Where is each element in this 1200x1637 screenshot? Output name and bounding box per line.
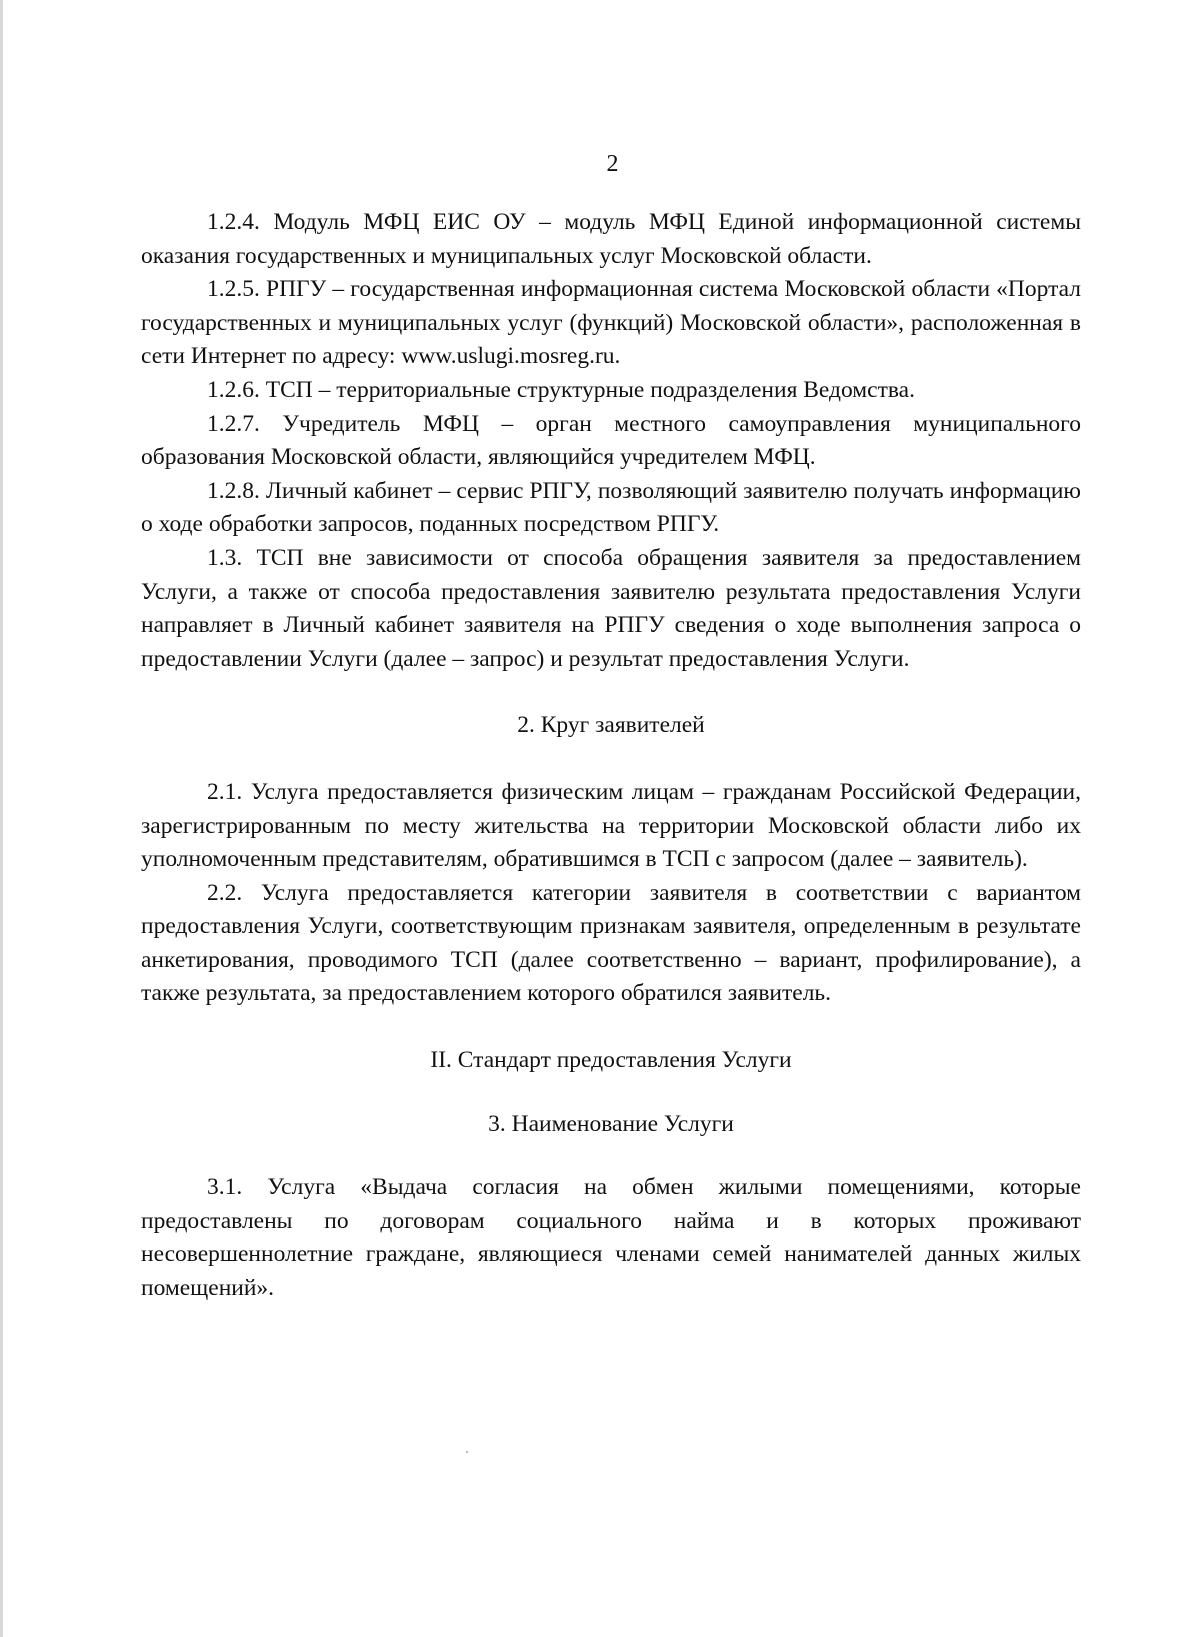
paragraph-1-2-7: 1.2.7. Учредитель МФЦ – орган местного самоуправления муниципального образования Московской области, являющийся учредителем МФЦ. — [141, 410, 1081, 471]
scan-speck — [466, 1451, 468, 1453]
paragraph-1-2-4: 1.2.4. Модуль МФЦ ЕИС ОУ – модуль МФЦ Единой информационной системы оказания государственных и муниципальных услуг Московской области. — [141, 209, 1081, 269]
paragraph-1-3: 1.3. ТСП вне зависимости от способа обращения заявителя за предоставлением Услуги, а также от способа предоставления заявителю результата предоставления Услуги направляет в Личный кабинет заявителя на РПГУ сведения о ходе выполнения запроса о предоставлении Услуги (далее – запрос) и результат предоставления Услуги. — [141, 544, 1081, 672]
scan-left-edge — [0, 0, 3, 1637]
paragraph-2-1: 2.1. Услуга предоставляется физическим лицам – гражданам Российской Федерации, зарегистрированным по месту жительства на территории Московской области либо их уполномоченным представителям, обратившимся в ТСП с запросом (далее – заявитель). — [141, 778, 1081, 873]
page-number: 2 — [606, 151, 619, 177]
paragraph-1-2-8: 1.2.8. Личный кабинет – сервис РПГУ, позволяющий заявителю получать информацию о ходе обработки запросов, поданных посредством РПГУ. — [141, 477, 1081, 538]
section-heading-3: 3. Наименование Услуги — [488, 1110, 734, 1137]
document-body — [141, 206, 1081, 1306]
chapter-heading-II: II. Стандарт предоставления Услуги — [430, 1047, 792, 1074]
section-heading-2: 2. Круг заявителей — [517, 712, 705, 739]
paragraph-2-2: 2.2. Услуга предоставляется категории заявителя в соответствии с вариантом предоставления Услуги, соответствующим признакам заявителя, определенным в результате анкетирования, проводимого ТСП (далее соответственно – вариант, профилирование), а также результата, за предоставлением которого обратился заявитель. — [141, 879, 1081, 1007]
paragraph-3-1: 3.1. Услуга «Выдача согласия на обмен жилыми помещениями, которые предоставлены по договорам социального найма и в которых проживают несовершеннолетние граждане, являющиеся членами семей нанимателей данных жилых помещений». — [141, 1174, 1081, 1302]
paragraph-1-2-5: 1.2.5. РПГУ – государственная информационная система Московской области «Портал государственных и муниципальных услуг (функций) Московской области», расположенная в сети Интернет по адресу: www.uslugi.mosreg.ru. — [141, 276, 1081, 370]
paragraph-1-2-6: 1.2.6. ТСП – территориальные структурные подразделения Ведомства. — [207, 376, 915, 403]
